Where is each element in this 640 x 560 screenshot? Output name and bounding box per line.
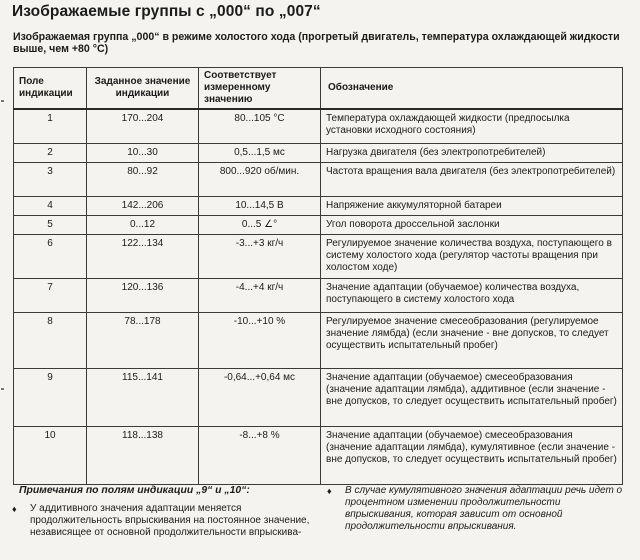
- cell-specified: 0...12: [87, 215, 199, 234]
- cell-designation: Нагрузка двигателя (без электропотребителей): [321, 143, 623, 162]
- bullet-icon: ♦: [12, 504, 17, 514]
- cell-designation: Значение адаптации (обучаемое) смесеобразования (значение адаптации лямбда), аддитивное (если значение - вне допусков, то следует осуществить испытательный пробег): [321, 368, 623, 426]
- page-title: Изображаемые группы с „000“ по „007“: [12, 3, 321, 20]
- cell-measured: -3...+3 кг/ч: [199, 234, 321, 278]
- cell-designation: Регулируемое значение смесеобразования (регулируемое значение лямбда) (если значение - вне допусков, то следует осуществить испытательный пробег): [321, 312, 623, 368]
- cell-field: 10: [14, 426, 87, 484]
- table-row: [14, 162, 623, 196]
- table-row: [14, 215, 623, 234]
- header-measured: Соответствует измеренному значению: [199, 68, 321, 110]
- parameters-table: [13, 67, 623, 485]
- note-additive-text: У аддитивного значения адаптации меняется продолжительность впрыскивания на постоянное значение, независящее от основной продолжительности впрыскива-: [30, 503, 310, 538]
- cell-measured: -10...+10 %: [199, 312, 321, 368]
- notes-heading: Примечания по полям индикации „9“ и „10“:: [19, 485, 250, 496]
- cell-measured: -4...+4 кг/ч: [199, 278, 321, 312]
- cell-specified: 142...206: [87, 196, 199, 215]
- cell-field: 5: [14, 215, 87, 234]
- table-row: [14, 234, 623, 278]
- table-row: [14, 312, 623, 368]
- cell-specified: 122...134: [87, 234, 199, 278]
- note-additive: [12, 503, 320, 539]
- cell-measured: 0...5 ∠°: [199, 215, 321, 234]
- header-designation: Обозначение: [321, 68, 623, 110]
- cell-field: 4: [14, 196, 87, 215]
- cell-specified: 120...136: [87, 278, 199, 312]
- page-subtitle: Изображаемая группа „000“ в режиме холостого хода (прогретый двигатель, температура охлаждающей жидкости выше, чем +80 °C): [13, 31, 620, 55]
- cell-field: 7: [14, 278, 87, 312]
- cell-field: 2: [14, 143, 87, 162]
- cell-field: 8: [14, 312, 87, 368]
- table-row: [14, 143, 623, 162]
- cell-designation: Значение адаптации (обучаемое) смесеобразования (значение адаптации лямбда), кумулятивное (если значение - вне допусков, то следует осуществить испытательный пробег): [321, 426, 623, 484]
- scan-edge-mark: [1, 388, 4, 390]
- bullet-icon: ♦: [327, 486, 332, 496]
- cell-measured: 10...14,5 В: [199, 196, 321, 215]
- cell-measured: 0,5...1,5 мс: [199, 143, 321, 162]
- table-row: [14, 368, 623, 426]
- cell-specified: 10...30: [87, 143, 199, 162]
- header-specified: Заданное значение индикации: [87, 68, 199, 110]
- note-cumulative: [327, 485, 627, 533]
- cell-specified: 78...178: [87, 312, 199, 368]
- cell-field: 1: [14, 109, 87, 143]
- note-cumulative-text: В случае кумулятивного значения адаптации речь идет о процентном изменении продолжительности впрыскивания, которая зависит от основной продолжительности впрыскивания.: [345, 485, 623, 532]
- cell-designation: Температура охлаждающей жидкости (предпосылка установки исходного состояния): [321, 109, 623, 143]
- cell-designation: Угол поворота дроссельной заслонки: [321, 215, 623, 234]
- cell-designation: Значение адаптации (обучаемое) количества воздуха, поступающего в систему холостого хода: [321, 278, 623, 312]
- cell-measured: -8...+8 %: [199, 426, 321, 484]
- cell-field: 6: [14, 234, 87, 278]
- cell-specified: 170...204: [87, 109, 199, 143]
- cell-field: 3: [14, 162, 87, 196]
- cell-specified: 118...138: [87, 426, 199, 484]
- table-header-row: [14, 68, 623, 110]
- scan-edge-mark: [1, 100, 4, 102]
- cell-specified: 115...141: [87, 368, 199, 426]
- cell-designation: Частота вращения вала двигателя (без электропотребителей): [321, 162, 623, 196]
- table-row: [14, 109, 623, 143]
- cell-specified: 80...92: [87, 162, 199, 196]
- table-row: [14, 278, 623, 312]
- cell-measured: -0,64...+0,64 мс: [199, 368, 321, 426]
- table-row: [14, 196, 623, 215]
- cell-field: 9: [14, 368, 87, 426]
- header-field: Поле индикации: [14, 68, 87, 110]
- table-row: [14, 426, 623, 484]
- cell-designation: Регулируемое значение количества воздуха, поступающего в систему холостого хода (регулятор частоты вращения при холостом ходе): [321, 234, 623, 278]
- cell-designation: Напряжение аккумуляторной батареи: [321, 196, 623, 215]
- cell-measured: 80...105 °C: [199, 109, 321, 143]
- cell-measured: 800...920 об/мин.: [199, 162, 321, 196]
